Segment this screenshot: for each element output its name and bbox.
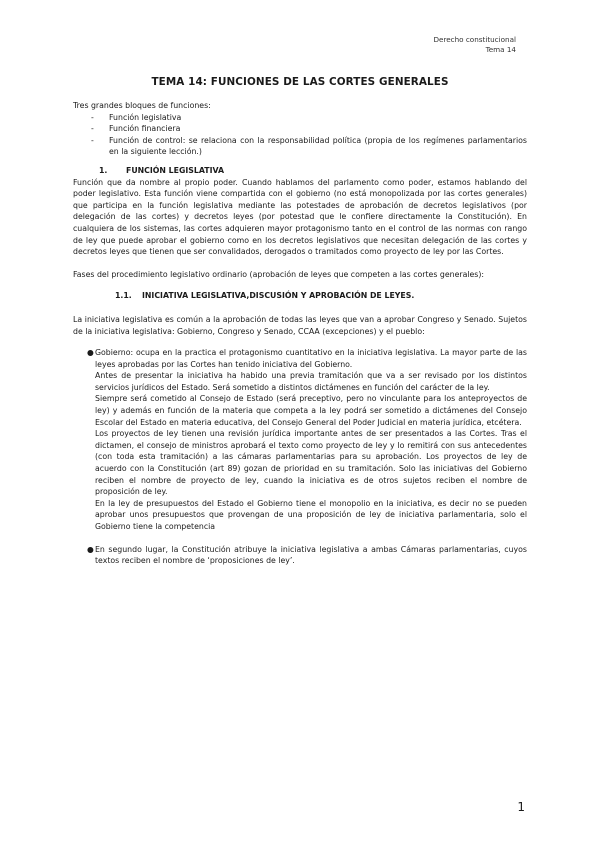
- section-title: FUNCIÓN LEGISLATIVA: [126, 165, 225, 175]
- bullet-paragraph: Antes de presentar la iniciativa ha habido una previa tramitación que va a ser revisado por los distintos servicios jurídicos del Estado. Será sometido a distintos dictámenes en función del carácter de la ley.: [95, 371, 527, 392]
- page-number: 1: [517, 800, 525, 814]
- block-item: - Función financiera: [73, 123, 527, 135]
- bullet-paragraph: En la ley de presupuestos del Estado el Gobierno tiene el monopolio en la iniciativa, es decir no se pueden aprobar unos presupuestos que provengan de una proposición de ley de iniciativa parlamentaria, solo el Gobierno tiene la competencia: [95, 498, 527, 531]
- bullet-icon: ●: [87, 544, 94, 554]
- intro-text: Tres grandes bloques de funciones:: [73, 101, 211, 110]
- section-paragraph: Fases del procedimiento legislativo ordinario (aprobación de leyes que competen a las cortes generales):: [73, 269, 485, 279]
- subsection-number: 1.1.: [115, 291, 132, 301]
- document-body: [73, 100, 527, 567]
- block-item: - Función legislativa: [73, 112, 527, 124]
- subsection-heading: [73, 290, 527, 302]
- bullet-icon: ●: [87, 348, 94, 358]
- list-item: [73, 544, 527, 567]
- list-item: [73, 347, 527, 370]
- section-number: 1.: [99, 165, 108, 175]
- section-paragraph: Función que da nombre al propio poder. Cuando hablamos del parlamento como poder, estamos hablando del poder legislativo. Esta función viene compartida con el gobierno (no está monopolizada por las cortes generales) que participa en la función legislativa mediante las potestades de aprobación de decretos legislativos (por delegación de las cortes) y decretos leyes (por potestad que le confiere directamente la Constitución). En cualquiera de los sistemas, las cortes adquieren mayor protagonismo tanto en el control de las normas con rango de ley que puede aprobar el gobierno como en los decretos legislativos que necesitan delegación de las cortes y decretos leyes que tienen que ser convalidados, derogados o tramitados como proyecto de ley por las Cortes.: [73, 177, 527, 257]
- subsection-title: INICIATIVA LEGISLATIVA,DISCUSIÓN Y APROBACIÓN DE LEYES.: [142, 291, 415, 301]
- bullet-paragraph: Siempre será cometido al Consejo de Estado (será preceptivo, pero no vinculante para los anteproyectos de ley) y además en función de la materia que competa a la ley podrá ser sometido a dictámenes del Consejo Escolar del Estado en materia educativa, del Consejo General del Poder Judicial en materia jurídica, etcétera.: [95, 394, 527, 427]
- bullet-list: [73, 347, 527, 567]
- bullet-text: Gobierno: ocupa en la practica el protagonismo cuantitativo en la iniciativa legislativa. La mayor parte de las leyes aprobadas por las Cortes han tenido iniciativa del Gobierno.: [95, 348, 527, 369]
- block-item: - Función de control: se relaciona con la responsabilidad política (propia de los regímenes parlamentarios en la siguiente lección.): [73, 135, 527, 158]
- body-paragraph: La iniciativa legislativa es común a la aprobación de todas las leyes que van a aprobar Congreso y Senado. Sujetos de la iniciativa legislativa: Gobierno, Congreso y Senado, CCAA (excepciones) y el pueblo:: [73, 314, 527, 336]
- bullet-paragraph: Los proyectos de ley tienen una revisión jurídica importante antes de ser presentados a las Cortes. Tras el dictamen, el consejo de ministros aprobará el texto como proyecto de ley y lo remitirá con sus antecedentes (con toda esta tramitación) a las cámaras parlamentarias para su aprobación. Los proyectos de ley de acuerdo con la Constitución (art 89) gozan de prioridad en su tramitación. Solo las iniciativas del Gobierno reciben el nombre de proyecto de ley, cuando la iniciativa es de otros sujetos reciben el nombre de proposición de ley.: [95, 429, 527, 497]
- page-title: TEMA 14: FUNCIONES DE LAS CORTES GENERALES: [151, 76, 449, 88]
- header-topic: Tema 14: [485, 45, 516, 54]
- running-header: [433, 35, 516, 55]
- section-heading: [73, 165, 527, 177]
- header-course: Derecho constitucional: [433, 35, 516, 44]
- bullet-text: En segundo lugar, la Constitución atribuye la iniciativa legislativa a ambas Cámaras parlamentarias, cuyos textos reciben el nombre de ‘proposiciones de ley’.: [95, 544, 527, 566]
